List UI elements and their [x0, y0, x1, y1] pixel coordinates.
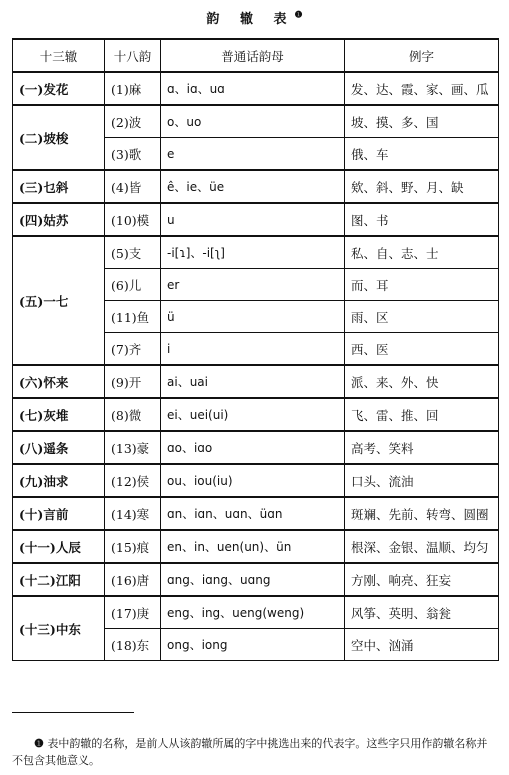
- header-yun: 十八韵: [105, 39, 161, 72]
- table-row: [13, 398, 499, 431]
- cell-zhe: (二)坡梭: [13, 105, 105, 170]
- cell-examples: 私、自、志、士: [345, 236, 499, 269]
- cell-zhe: (十)言前: [13, 497, 105, 530]
- header-finals: 普通话韵母: [161, 39, 345, 72]
- cell-yun: (10)模: [105, 203, 161, 236]
- table-row: [13, 170, 499, 203]
- table-row: [13, 72, 499, 105]
- cell-yun: (13)豪: [105, 431, 161, 464]
- table-row: [13, 596, 499, 629]
- cell-yun: (11)鱼: [105, 301, 161, 333]
- cell-finals: ɑ、iɑ、uɑ: [161, 72, 345, 105]
- header-zhe: 十三辙: [13, 39, 105, 72]
- footnote-text: 表中韵辙的名称，是前人从该韵辙所属的字中挑选出来的代表字。这些字只用作韵辙名称并不包含其他意义。: [12, 737, 488, 767]
- cell-yun: (8)微: [105, 398, 161, 431]
- cell-finals: ai、uai: [161, 365, 345, 398]
- cell-zhe: (六)怀来: [13, 365, 105, 398]
- cell-zhe: (五)一七: [13, 236, 105, 365]
- cell-yun: (4)皆: [105, 170, 161, 203]
- table-row: [13, 365, 499, 398]
- cell-finals: ong、iong: [161, 629, 345, 661]
- cell-zhe: (八)遥条: [13, 431, 105, 464]
- cell-examples: 风筝、英明、翁瓮: [345, 596, 499, 629]
- cell-zhe: (一)发花: [13, 72, 105, 105]
- cell-yun: (5)支: [105, 236, 161, 269]
- rhyme-table: [12, 38, 499, 661]
- cell-examples: 欸、斜、野、月、缺: [345, 170, 499, 203]
- cell-finals: ɑn、iɑn、uɑn、üɑn: [161, 497, 345, 530]
- table-row: [13, 530, 499, 563]
- table-row: [13, 563, 499, 596]
- cell-examples: 派、来、外、快: [345, 365, 499, 398]
- table-row: [13, 497, 499, 530]
- cell-finals: ê、ie、üe: [161, 170, 345, 203]
- footnote: [12, 735, 498, 769]
- cell-yun: (17)庚: [105, 596, 161, 629]
- cell-finals: o、uo: [161, 105, 345, 138]
- footnote-marker: ❶: [294, 10, 303, 21]
- cell-yun: (1)麻: [105, 72, 161, 105]
- footnote-number: ❶: [34, 737, 44, 750]
- cell-examples: 飞、雷、推、回: [345, 398, 499, 431]
- cell-examples: 雨、区: [345, 301, 499, 333]
- cell-yun: (7)齐: [105, 333, 161, 366]
- table-body: [13, 72, 499, 661]
- cell-yun: (18)东: [105, 629, 161, 661]
- table-row: [13, 464, 499, 497]
- cell-finals: e: [161, 138, 345, 171]
- table-row: [13, 236, 499, 269]
- cell-zhe: (三)乜斜: [13, 170, 105, 203]
- title-text: 韵 辙 表: [206, 12, 295, 27]
- cell-examples: 方刚、响亮、狂妄: [345, 563, 499, 596]
- cell-yun: (12)侯: [105, 464, 161, 497]
- cell-yun: (9)开: [105, 365, 161, 398]
- cell-yun: (2)波: [105, 105, 161, 138]
- cell-examples: 俄、车: [345, 138, 499, 171]
- cell-finals: ei、uei(ui): [161, 398, 345, 431]
- cell-finals: en、in、uen(un)、ün: [161, 530, 345, 563]
- cell-yun: (3)歌: [105, 138, 161, 171]
- cell-examples: 坡、摸、多、国: [345, 105, 499, 138]
- cell-yun: (16)唐: [105, 563, 161, 596]
- cell-finals: er: [161, 269, 345, 301]
- table-header: [13, 39, 499, 72]
- cell-yun: (6)儿: [105, 269, 161, 301]
- cell-examples: 图、书: [345, 203, 499, 236]
- cell-zhe: (九)油求: [13, 464, 105, 497]
- cell-finals: ɑo、iɑo: [161, 431, 345, 464]
- table-row: [13, 203, 499, 236]
- cell-yun: (14)寒: [105, 497, 161, 530]
- cell-zhe: (十一)人辰: [13, 530, 105, 563]
- cell-finals: u: [161, 203, 345, 236]
- cell-examples: 口头、流油: [345, 464, 499, 497]
- cell-zhe: (四)姑苏: [13, 203, 105, 236]
- footnote-divider: [12, 712, 134, 713]
- cell-zhe: (七)灰堆: [13, 398, 105, 431]
- cell-zhe: (十二)江阳: [13, 563, 105, 596]
- page-title: [0, 8, 509, 27]
- table-row: [13, 105, 499, 138]
- cell-finals: ou、iou(iu): [161, 464, 345, 497]
- cell-yun: (15)痕: [105, 530, 161, 563]
- cell-examples: 斑斓、先前、转弯、圆圈: [345, 497, 499, 530]
- cell-finals: ɑng、iɑng、uɑng: [161, 563, 345, 596]
- table-row: [13, 431, 499, 464]
- cell-examples: 根深、金银、温顺、均匀: [345, 530, 499, 563]
- cell-finals: i: [161, 333, 345, 366]
- cell-examples: 而、耳: [345, 269, 499, 301]
- cell-examples: 高考、笑料: [345, 431, 499, 464]
- cell-zhe: (十三)中东: [13, 596, 105, 661]
- cell-finals: eng、ing、ueng(weng): [161, 596, 345, 629]
- cell-finals: ü: [161, 301, 345, 333]
- cell-examples: 空中、汹涌: [345, 629, 499, 661]
- header-examples: 例字: [345, 39, 499, 72]
- cell-finals: -i[ɿ]、-i[ʅ]: [161, 236, 345, 269]
- cell-examples: 西、医: [345, 333, 499, 366]
- cell-examples: 发、达、霞、家、画、瓜: [345, 72, 499, 105]
